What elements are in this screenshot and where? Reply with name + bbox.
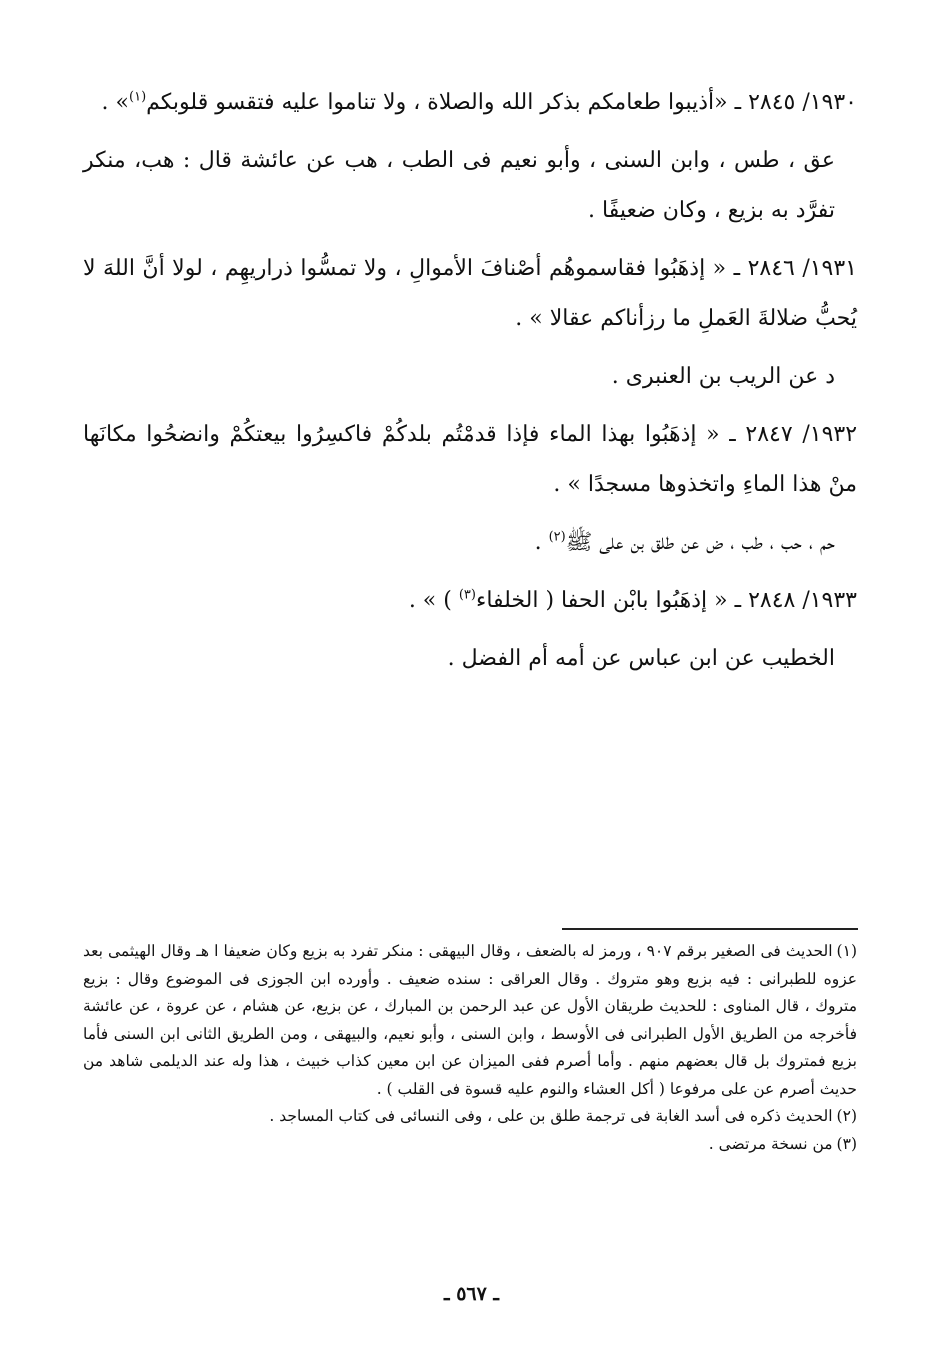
source-1931	[83, 352, 857, 402]
hadith-text: ١٩٣٢/ ٢٨٤٧ ـ « إذهَبُوا بهذا الماء فإذا قدمْتُم بلدكُمْ فاكسِرُوا بيعتكُمْ وانضحُوا مكانَها منْ هذا الماءِ واتخذوها مسجدًا » .	[83, 422, 858, 497]
hadith-text: ١٩٣٣/ ٢٨٤٨ ـ « إذهَبُوا بابْن الحفا ( الخلفاء	[475, 588, 857, 613]
footnote-text: الحديث فى الصغير برقم ٩٠٧ ، ورمز له بالضعف ، وقال البيهقى : منكر تفرد به بزيع وكان ضعيفا ا هـ وقال الهيثمى بعد عزوه للطبرانى : فيه بزيع وهو متروك . وقال العراقى : سنده ضعيف . وأورده ابن الجوزى فى الموضوع وقال : بزيع متروك ، قال المناوى : للحديث طريقان الأول عن عبد الرحمن بن المبارك ، عن بزيع، عن هشام ، عن عروة ، عن عائشة فأخرجه من الطريق الأول الطبرانى فى الأوسط ، وابن السنى ، وأبو نعيم، والبيهقى ، ومن الطريق الثانى ابن السنى فأما بزيع فمتروك بل قال بعضهم منهم . وأما أصرم ففى الميزان عن ابن معين كذاب خبيث ، هذا وله عند الديلمى شاهد من حديث أصرم عن على مرفوعا ( أكل العشاء والنوم عليه قسوة فى القلب ) .	[83, 942, 857, 1098]
footnote-ref: (٢)	[548, 529, 566, 545]
footnote-ref: (٣)	[458, 587, 476, 603]
source-text: عق ، طس ، وابن السنى ، وأبو نعيم فى الطب ، هب عن عائشة قال : هب، منكر تفرَّد به بزيع ، وكان ضعيفًا .	[83, 148, 835, 223]
hadith-1931	[83, 244, 857, 344]
footnote-text: الحديث ذكره فى أسد الغابة فى ترجمة طلق بن على ، وفى النسائى فى كتاب المساجد .	[269, 1107, 833, 1125]
source-text: د عن الريب بن العنبرى .	[611, 364, 835, 389]
hadith-text: ١٩٣١/ ٢٨٤٦ ـ « إذهَبُوا فقاسموهُم أصْنافَ الأموالِ ، ولا تمسُّوا ذراريهِم ، لولا أنَّ اللهَ لا يُحبُّ ضلالةَ العَملِ ما رزأناكم عقالا » .	[83, 256, 857, 331]
footnote-mark: (٣)	[836, 1134, 857, 1153]
footnote-mark: (١)	[836, 942, 857, 960]
hadith-text: ١٩٣٠/ ٢٨٤٥ ـ «أذيبوا طعامكم بذكر الله والصلاة ، ولا تناموا عليه فتقسو قلوبكم	[146, 90, 857, 115]
hadith-tail: ) » .	[408, 588, 459, 613]
source-1932	[83, 518, 857, 568]
footnote-ref: (١)	[129, 89, 147, 105]
footnotes-section	[83, 938, 857, 1158]
main-text-body	[83, 78, 857, 692]
footnote-2	[83, 1103, 857, 1131]
page-number: ـ ٥٦٧ ـ	[444, 1283, 499, 1305]
footnote-3	[83, 1131, 857, 1159]
hadith-1930	[83, 78, 857, 128]
hadith-1932	[83, 410, 857, 510]
source-tail: .	[534, 530, 549, 555]
source-text: الخطيب عن ابن عباس عن أمه أم الفضل .	[447, 646, 835, 671]
footnote-mark: (٢)	[836, 1107, 857, 1125]
source-text: حم ، حب ، طب ، ض عن طلق بن على ﷺ	[565, 530, 835, 555]
footnote-text: من نسخة مرتضى .	[708, 1134, 833, 1153]
footnote-1	[83, 938, 857, 1103]
source-1933	[83, 634, 857, 684]
hadith-1933	[83, 576, 857, 626]
hadith-tail: » .	[101, 90, 129, 115]
footnote-divider	[562, 928, 858, 930]
source-1930	[83, 136, 857, 236]
